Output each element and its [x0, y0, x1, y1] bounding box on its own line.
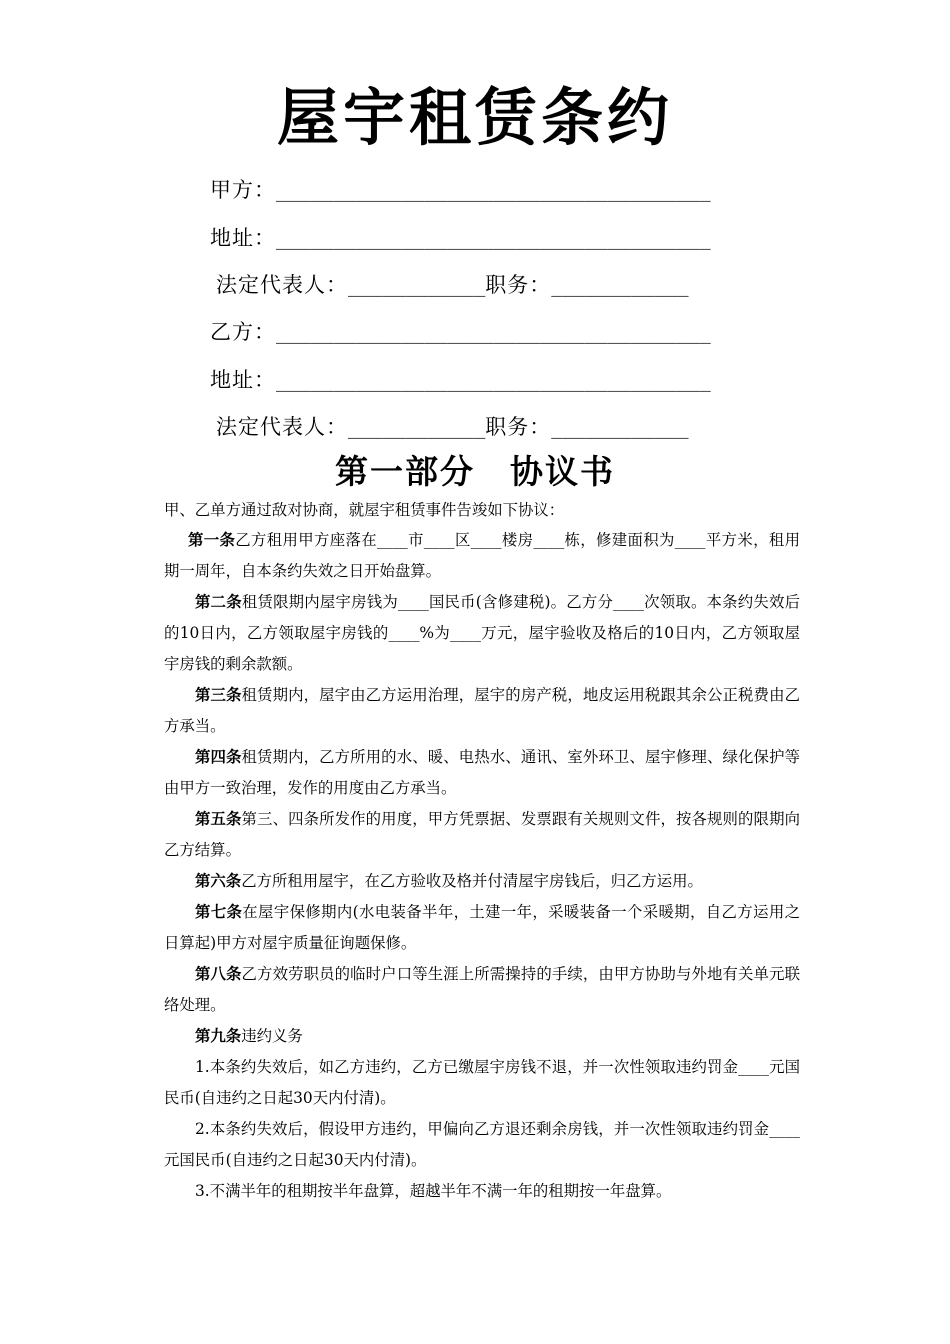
article-1-label: 第一条	[188, 531, 236, 549]
article-5-label: 第五条	[195, 810, 242, 828]
article-1-text: 乙方租用甲方座落在____市____区____楼房____栋，修建面积为____平方米，租用期一周年，自本条约失效之日开始盘算。	[164, 531, 800, 580]
party-a-address-blank: ______________________________________	[276, 228, 711, 250]
article-7-label: 第七条	[195, 903, 243, 921]
article-9-text: 违约义务	[241, 1027, 303, 1045]
party-a-rep-blank: ____________	[348, 275, 486, 297]
article-6-label: 第六条	[195, 872, 242, 890]
party-a-rep-label: 法定代表人：	[216, 273, 348, 297]
article-1	[164, 525, 800, 587]
article-7	[164, 897, 800, 959]
article-5	[164, 804, 800, 866]
party-a-rep-line	[216, 271, 689, 300]
party-a-position-label: 职务：	[485, 273, 552, 297]
article-4-text: 租赁期内，乙方所用的水、暖、电热水、通讯、室外环卫、屋宇修理、绿化保护等由甲方一致治理，发作的用度由乙方承当。	[164, 748, 800, 797]
party-a-position-blank: ____________	[551, 275, 689, 297]
party-b-position-label: 职务：	[485, 415, 552, 439]
article-2-text: 租赁限期内屋宇房钱为____国民币(含修建税)。乙方分____次领取。本条约失效后的10日内，乙方领取屋宇房钱的____%为____万元，屋宇验收及格后的10日内，乙方领取屋宇房钱的剩余款额。	[164, 593, 800, 673]
party-a-address-line	[210, 224, 711, 253]
party-a-address-label: 地址：	[210, 226, 276, 250]
article-2	[164, 587, 800, 680]
document-title: 屋宇租赁条约	[276, 81, 673, 154]
article-3-text: 租赁期内，屋宇由乙方运用治理，屋宇的房产税，地皮运用税跟其余公正税费由乙方承当。	[164, 686, 800, 735]
article-8-text: 乙方效劳职员的临时户口等生涯上所需操持的手续，由甲方协助与外地有关单元联络处理。	[164, 965, 800, 1014]
article-8-label: 第八条	[195, 965, 242, 983]
clause-2: 2.本条约失效后，假设甲方违约，甲偏向乙方退还剩余房钱，并一次性领取违约罚金____元国民币(自违约之日起30天内付清)。	[164, 1120, 800, 1169]
article-2-label: 第二条	[195, 593, 242, 611]
article-3-label: 第三条	[195, 686, 242, 704]
party-a-name-blank: ______________________________________	[276, 180, 711, 202]
article-3	[164, 680, 800, 742]
party-b-position-blank: ____________	[551, 417, 689, 439]
party-b-address-line	[210, 366, 711, 395]
party-b-rep-line	[216, 413, 689, 442]
article-7-text: 在屋宇保修期内(水电装备半年，土建一年，采暖装备一个采暖期，自乙方运用之日算起)甲方对屋宇质量征询题保修。	[164, 903, 800, 952]
clause-1: 1.本条约失效后，如乙方违约，乙方已缴屋宇房钱不退，并一次性领取违约罚金____元国民币(自违约之日起30天内付清)。	[164, 1058, 800, 1107]
article-4	[164, 742, 800, 804]
party-b-rep-blank: ____________	[348, 417, 486, 439]
party-a-label: 甲方：	[210, 178, 276, 202]
party-a-name-line	[210, 176, 711, 205]
article-9-label: 第九条	[195, 1027, 242, 1045]
party-b-label: 乙方：	[210, 320, 276, 344]
article-6-text: 乙方所租用屋宇，在乙方验收及格并付清屋宇房钱后，归乙方运用。	[241, 872, 703, 890]
article-5-text: 第三、四条所发作的用度，甲方凭票据、发票跟有关规则文件，按各规则的限期向乙方结算。	[164, 810, 800, 859]
article-6	[164, 866, 800, 897]
party-b-address-blank: ______________________________________	[276, 370, 711, 392]
section-title: 第一部分 协议书	[335, 452, 615, 491]
party-b-address-label: 地址：	[210, 368, 276, 392]
article-9	[164, 1021, 800, 1052]
article-4-label: 第四条	[195, 748, 242, 766]
party-b-rep-label: 法定代表人：	[216, 415, 348, 439]
article-8	[164, 959, 800, 1021]
clause-3: 3.不满半年的租期按半年盘算，超越半年不满一年的租期按一年盘算。	[195, 1182, 672, 1200]
party-b-name-line	[210, 318, 711, 347]
party-b-name-blank: ______________________________________	[276, 322, 711, 344]
intro-paragraph: 甲、乙单方通过敌对协商，就屋宇租赁事件告竣如下协议：	[164, 501, 565, 519]
